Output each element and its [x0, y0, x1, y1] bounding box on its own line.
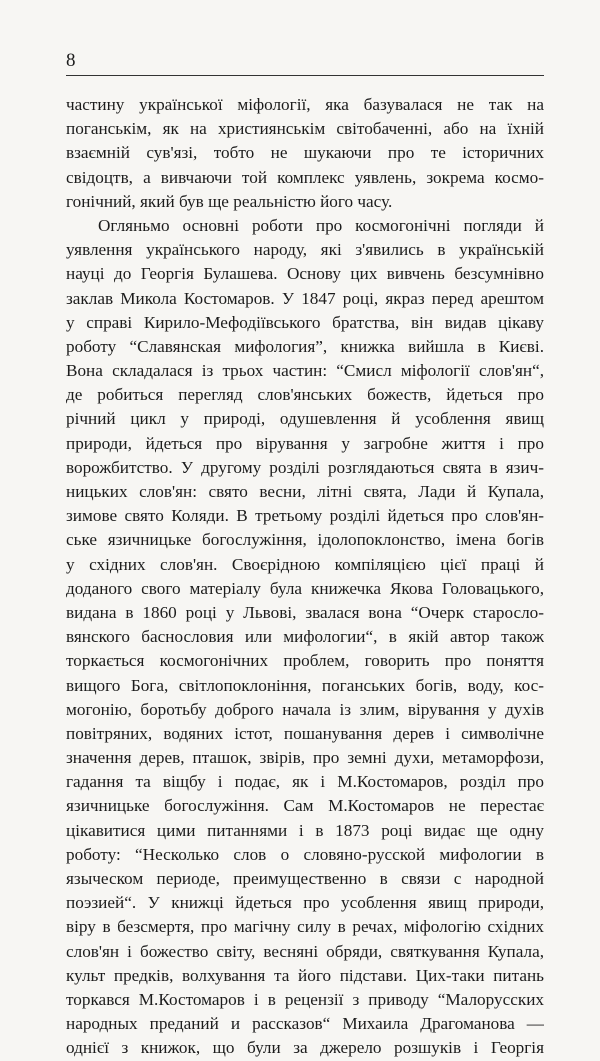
text-line: роботу: “Несколько слов о словяно-русской мифологии в [66, 844, 544, 864]
text-line: науці до Георгія Булашева. Основу цих вивчень безсумнівно [66, 264, 544, 284]
text-line: де робиться перегляд слов'янських божеств, йдеться про [66, 385, 544, 405]
text-line: слов'ян і божество світу, весняні обряди, святкування Купала, [66, 941, 544, 961]
text-line: уявлення українського народу, які з'явились в українській [66, 240, 544, 260]
text-line: цікавитися цими питаннями і в 1873 році видає ще одну [66, 820, 544, 840]
text-line: поэзией“. У книжці йдеться про усоблення явищ природи, [66, 893, 544, 913]
text-line: заклав Микола Костомаров. У 1847 році, якраз перед арештом [66, 288, 544, 308]
paragraph-2 [66, 214, 544, 1061]
text-line: у справі Кирило-Мефодіївського братства, він видав цікаву [66, 312, 544, 332]
text-line: ницьких слов'ян: свято весни, літні свята, Лади й Купала, [66, 482, 544, 501]
text-line: поганськім, як на християнськім світобаченні, або на їхній [66, 119, 544, 139]
text-line: Вона складалася із трьох частин: “Смисл міфології слов'ян“, [66, 361, 544, 381]
text-line: культ предків, волхування та його підстави. Цих-таки питань [66, 965, 544, 985]
text-line: значення дерев, пташок, звірів, про земні духи, метаморфози, [66, 748, 544, 768]
text-line: народных преданий и рассказов“ Михаила Драгоманова — [66, 1014, 544, 1034]
text-line: торкався М.Костомаров і в рецензії з приводу “Малорусских [66, 989, 544, 1009]
header-rule [66, 75, 544, 76]
text-line: доданого свого матеріалу була книжечка Якова Головацького, [66, 578, 544, 598]
text-line: гадання та віщбу і подає, як і М.Костомаров, розділ про [66, 772, 544, 792]
text-line: вянского баснословия или мифологии“, в якій автор також [66, 627, 544, 647]
text-line: частину української міфології, яка базувалася не так на [66, 95, 544, 114]
text-line: однієї з книжок, що були за джерело розшуків і Георгія [66, 1038, 544, 1058]
text-line: взаємній сув'язі, тобто не шукаючи про те історичних [66, 143, 544, 163]
text-line: Огляньмо основні роботи про космогонічні погляди й [98, 215, 544, 235]
text-line: у східних слов'ян. Своєрідною компіляцією цієї праці й [66, 554, 544, 574]
text-line: видана в 1860 році у Львові, звалася вона “Очерк старосло- [66, 602, 544, 622]
text-line: вищого Бога, світлопоклоніння, поганських богів, воду, кос- [66, 675, 544, 695]
body-text [66, 93, 544, 1061]
text-line: річний цикл у природі, одушевлення й усоблення явищ [66, 409, 544, 429]
text-line: природи, йдеться про вірування у загробне життя і про [66, 433, 544, 453]
text-line: зимове свято Коляди. В третьому розділі йдеться про слов'ян- [66, 506, 544, 526]
text-line: ське язичницьке богослужіння, ідолопоклонство, імена богів [66, 530, 544, 550]
text-line: свідоцтв, а вивчаючи той комплекс уявлень, зокрема космо- [66, 167, 544, 187]
page-number: 8 [66, 50, 76, 71]
text-line: повітряних, водяних істот, пошанування дерев і символічне [66, 723, 544, 743]
text-line: могонію, боротьбу доброго начала із злим, вірування у духів [66, 699, 544, 719]
paragraph-1 [66, 93, 544, 214]
text-line: роботу “Славянская мифология”, книжка вийшла в Києві. [66, 336, 544, 356]
text-line: языческом периоде, преимущественно в связи с народной [66, 869, 544, 888]
text-line: віру в безсмертя, про магічну силу в речах, міфологію східних [66, 917, 544, 937]
text-line: ворожбитство. У другому розділі розглядаються свята в язич- [66, 457, 544, 477]
text-line: торкається космогонічних проблем, говорить про поняття [66, 651, 544, 671]
text-line: язичницьке богослужіння. Сам М.Костомаров не перестає [66, 796, 544, 816]
text-line: гонічний, який був ще реальністю його часу. [66, 191, 393, 211]
